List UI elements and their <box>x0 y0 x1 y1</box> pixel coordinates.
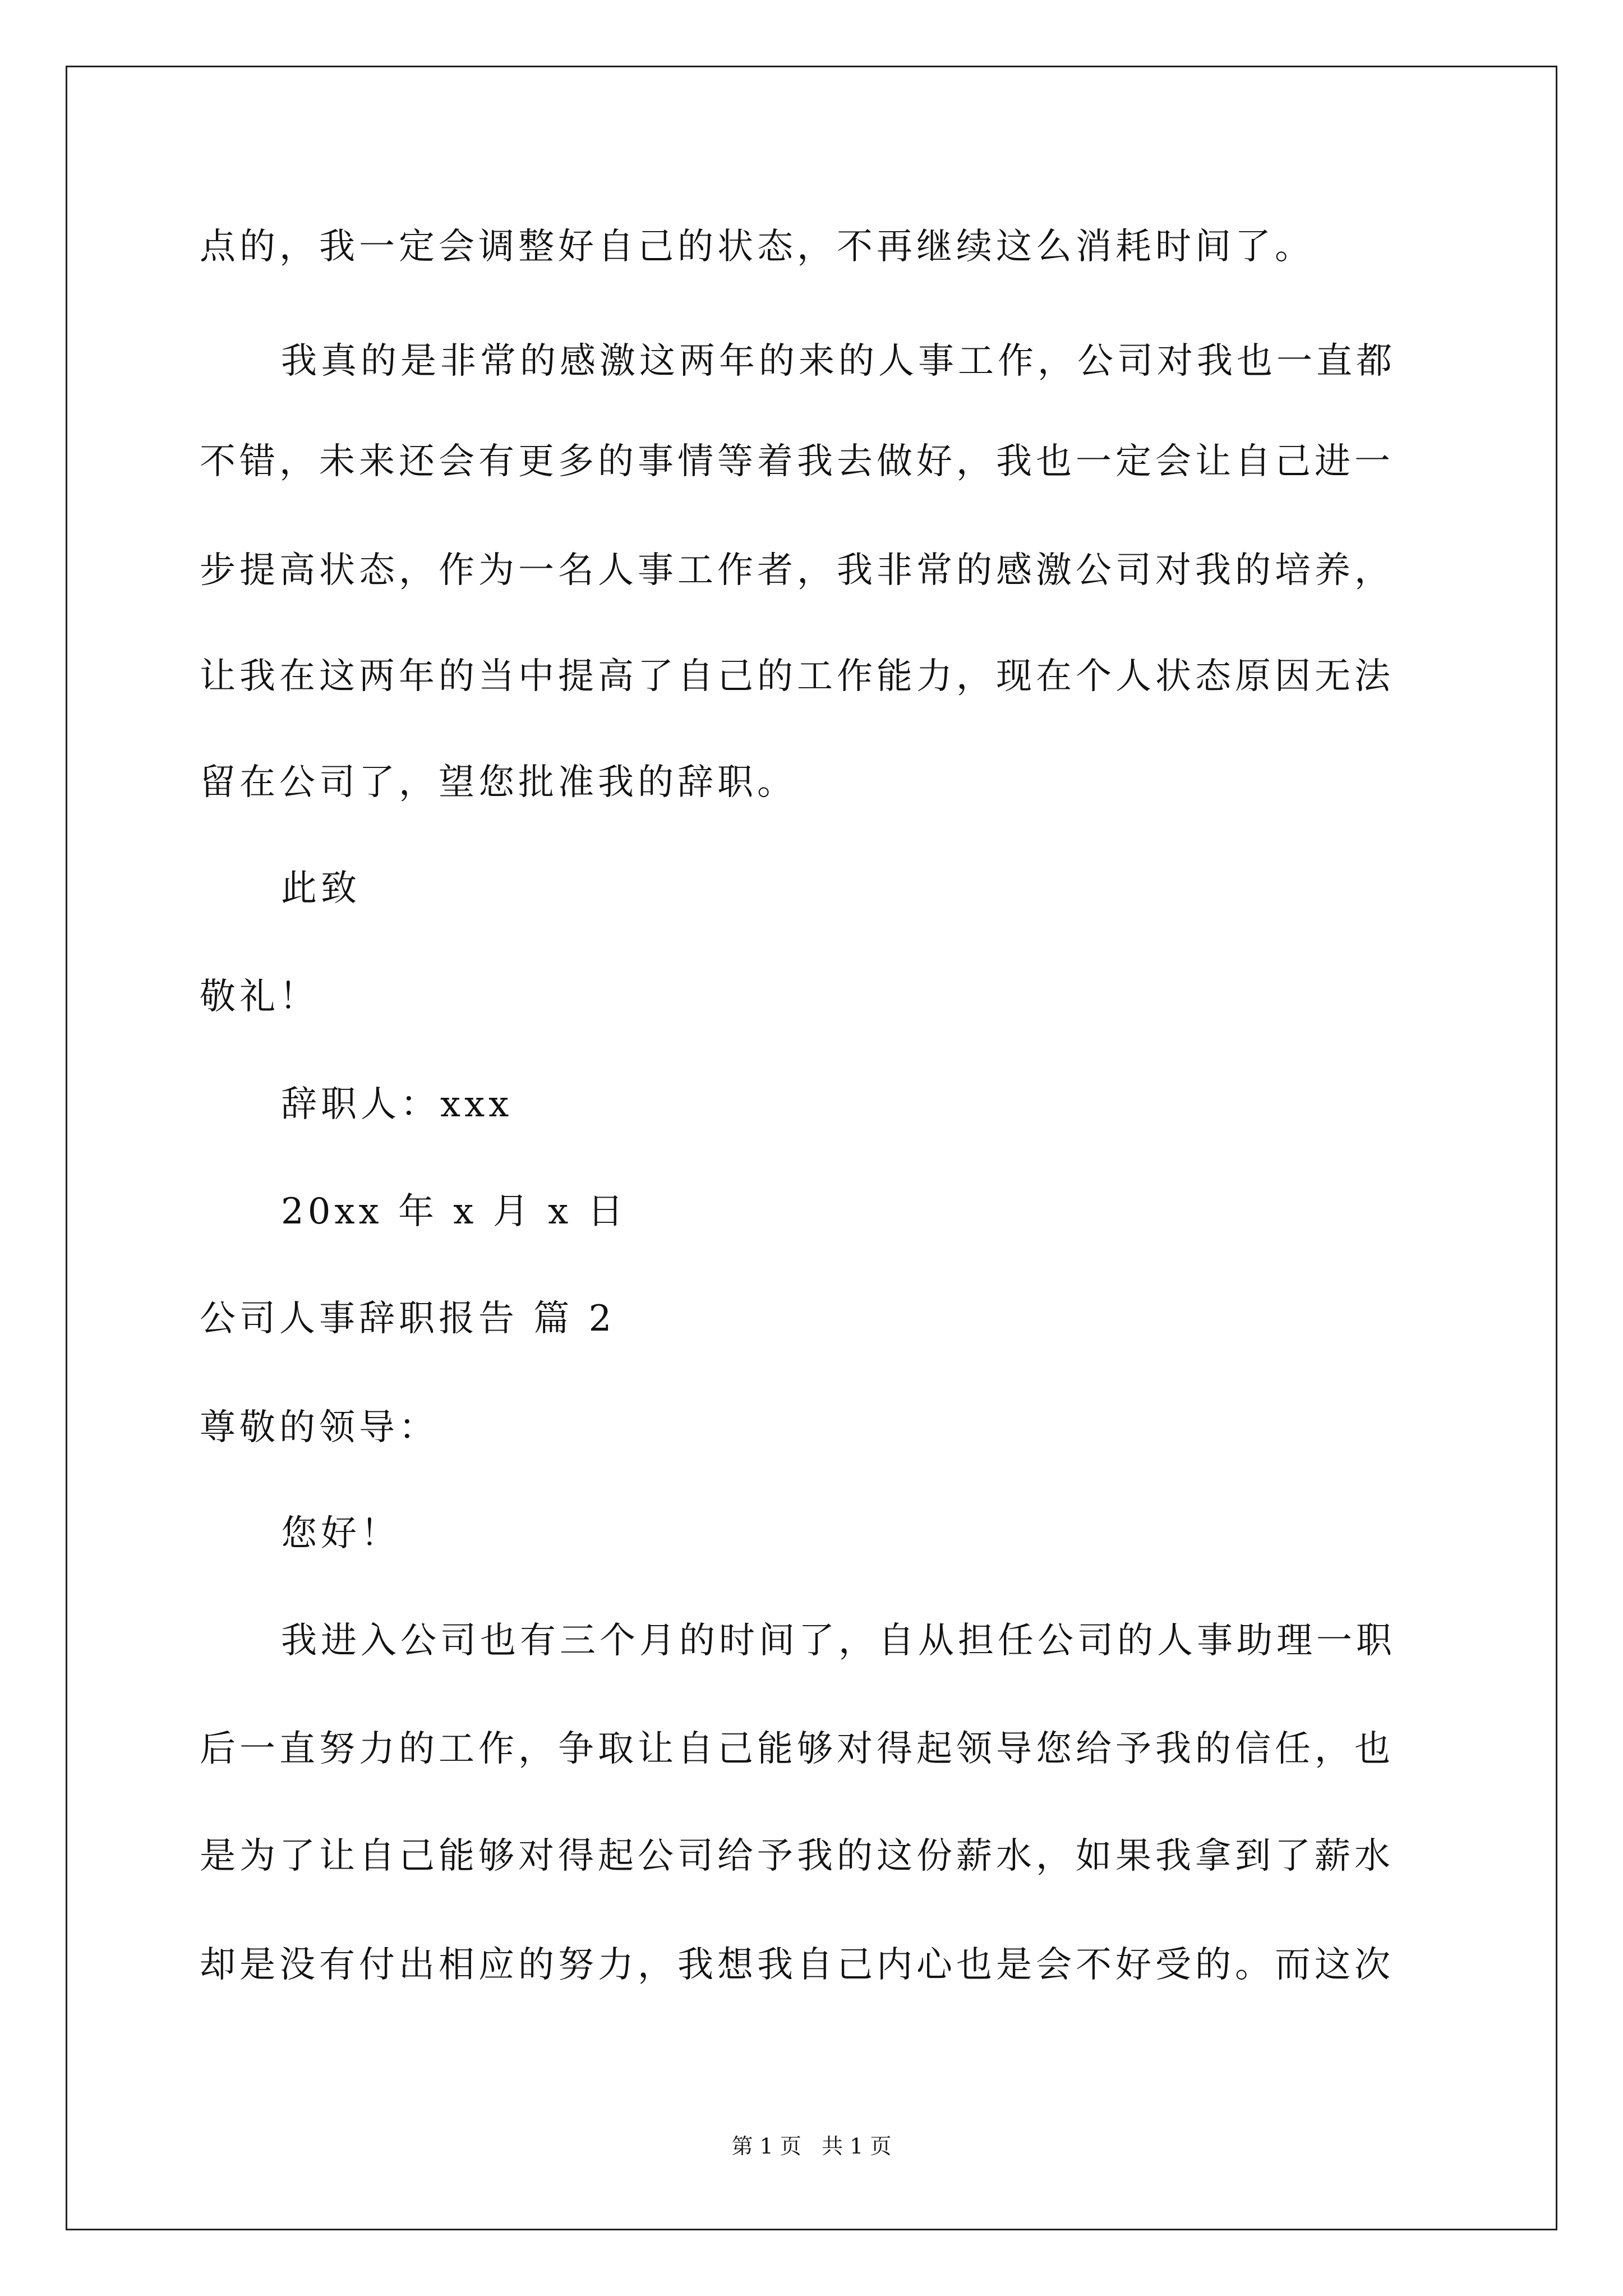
section-heading: 公司人事辞职报告 篇 2 <box>200 1298 616 1340</box>
greeting-line: 您好！ <box>281 1513 400 1554</box>
paragraph-line: 点的，我一定会调整好自己的状态，不再继续这么消耗时间了。 <box>200 226 1315 268</box>
paragraph-line: 我进入公司也有三个月的时间了，自从担任公司的人事助理一职 <box>281 1620 1396 1662</box>
paragraph-line: 却是没有付出相应的努力，我想我自己内心也是会不好受的。而这次 <box>200 1944 1394 1986</box>
paragraph-line: 让我在这两年的当中提高了自己的工作能力，现在个人状态原因无法 <box>200 656 1394 697</box>
signature-line: 辞职人：xxx <box>281 1084 513 1125</box>
salutation-line: 此致 <box>281 868 361 909</box>
paragraph-line: 步提高状态，作为一名人事工作者，我非常的感激公司对我的培养， <box>200 550 1394 591</box>
page-footer: 第 1 页 共 1 页 <box>731 2134 892 2159</box>
paragraph-line: 留在公司了，望您批准我的辞职。 <box>200 762 797 803</box>
paragraph-line: 是为了让自己能够对得起公司给予我的这份薪水，如果我拿到了薪水 <box>200 1835 1394 1877</box>
paragraph-line: 后一直努力的工作，争取让自己能够对得起领导您给予我的信任，也 <box>200 1728 1394 1770</box>
greeting-line: 尊敬的领导： <box>200 1407 439 1448</box>
paragraph-line: 我真的是非常的感激这两年的来的人事工作，公司对我也一直都 <box>281 341 1396 382</box>
salutation-line: 敬礼！ <box>200 976 319 1018</box>
date-line: 20xx 年 x 月 x 日 <box>281 1191 628 1232</box>
paragraph-line: 不错，未来还会有更多的事情等着我去做好，我也一定会让自己进一 <box>200 441 1394 482</box>
page-border <box>66 66 1557 2230</box>
